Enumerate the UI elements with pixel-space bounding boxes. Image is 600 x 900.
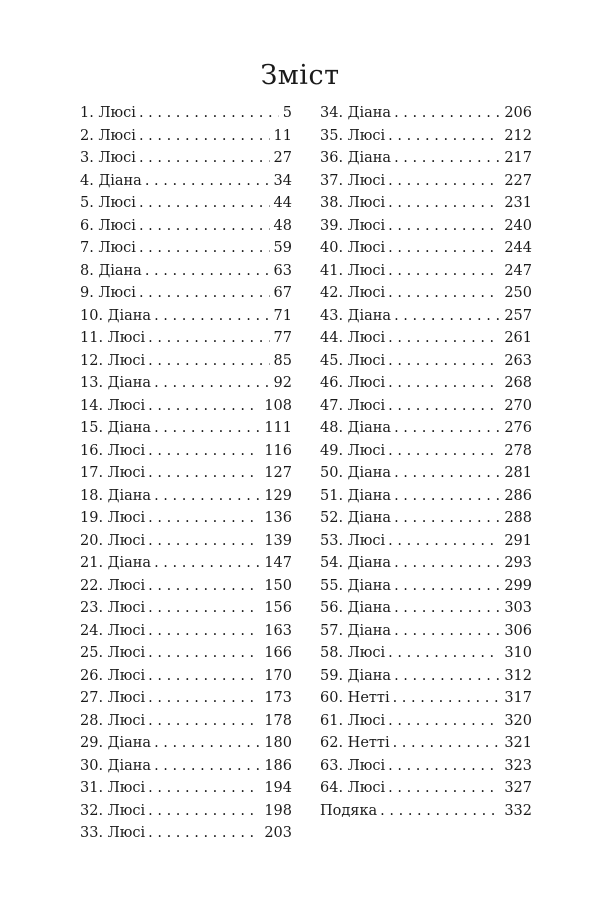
toc-entry xyxy=(320,642,532,665)
toc-entry-page-number: 227 xyxy=(504,172,532,189)
toc-entry-page-number: 186 xyxy=(264,757,292,774)
toc-entry xyxy=(80,305,292,328)
toc-entry xyxy=(80,597,292,620)
dot-leader xyxy=(148,395,260,418)
page-title: Зміст xyxy=(260,60,340,91)
toc-entry-label: 3. Люсі xyxy=(80,150,136,166)
dot-leader xyxy=(154,732,260,755)
toc-entry-page-number: 240 xyxy=(504,217,532,234)
toc-entry-page-number: 77 xyxy=(273,330,292,346)
toc-entry-label: 5. Люсі xyxy=(80,195,136,211)
toc-entry xyxy=(320,215,532,238)
toc-entry-label: 35. Люсі xyxy=(320,127,386,144)
toc-entry-label: 20. Люсі xyxy=(80,532,146,549)
dot-leader xyxy=(388,170,500,193)
toc-entry-label: 32. Люсі xyxy=(80,802,146,819)
dot-leader xyxy=(388,237,500,260)
toc-entry-page-number: 281 xyxy=(504,465,532,481)
toc-entry-label: 42. Люсі xyxy=(320,285,386,301)
toc-entry-page-number: 173 xyxy=(264,690,292,706)
toc-entry-label: 26. Люсі xyxy=(80,667,146,684)
toc-entry xyxy=(320,620,532,643)
toc-entry-label: 28. Люсі xyxy=(80,712,146,729)
toc-entry-label: 47. Люсі xyxy=(320,397,386,414)
toc-entry-page-number: 180 xyxy=(264,735,292,751)
toc-entry-page-number: 212 xyxy=(504,127,532,144)
toc-entry xyxy=(320,102,532,125)
toc-entry-page-number: 293 xyxy=(504,555,532,571)
toc-entry-label: 23. Люсі xyxy=(80,600,146,616)
toc-entry xyxy=(80,530,292,553)
toc-entry xyxy=(320,260,532,283)
dot-leader xyxy=(394,102,500,125)
dot-leader xyxy=(388,260,500,283)
toc-entry xyxy=(320,710,532,733)
toc-entry xyxy=(320,687,532,710)
toc-entry-page-number: 129 xyxy=(264,487,292,504)
toc-entry-page-number: 286 xyxy=(504,487,532,504)
toc-entry-label: 27. Люсі xyxy=(80,690,146,706)
toc-entry-label: 39. Люсі xyxy=(320,217,386,234)
dot-leader xyxy=(388,440,500,463)
toc-entry-page-number: 127 xyxy=(264,465,292,481)
toc-entry-page-number: 303 xyxy=(504,600,532,616)
toc-entry-label: 33. Люсі xyxy=(80,825,146,841)
dot-leader xyxy=(145,170,270,193)
toc-entry-page-number: 203 xyxy=(264,825,292,841)
toc-entry xyxy=(80,237,292,260)
dot-leader xyxy=(394,485,500,508)
dot-leader xyxy=(394,597,500,620)
toc-entry xyxy=(320,507,532,530)
toc-entry-label: 31. Люсі xyxy=(80,780,146,796)
dot-leader xyxy=(394,305,500,328)
toc-column-right xyxy=(320,102,532,822)
toc-entry-page-number: 194 xyxy=(264,780,292,796)
toc-entry-label: 9. Люсі xyxy=(80,285,136,301)
toc-entry-label: 49. Люсі xyxy=(320,442,386,459)
dot-leader xyxy=(388,192,500,215)
dot-leader xyxy=(154,305,269,328)
toc-entry-label: 22. Люсі xyxy=(80,577,146,594)
toc-entry-page-number: 11 xyxy=(273,127,292,144)
dot-leader xyxy=(139,215,270,238)
toc-entry xyxy=(80,395,292,418)
toc-entry-page-number: 257 xyxy=(504,307,532,324)
toc-entry-label: 30. Діана xyxy=(80,757,152,774)
toc-entry-label: 21. Діана xyxy=(80,555,152,571)
toc-entry xyxy=(320,372,532,395)
toc-entry xyxy=(80,552,292,575)
toc-entry-label: 18. Діана xyxy=(80,487,152,504)
toc-entry-label: 24. Люсі xyxy=(80,622,146,639)
toc-entry-page-number: 206 xyxy=(504,105,532,121)
toc-entry-page-number: 306 xyxy=(504,622,532,639)
toc-entry xyxy=(80,687,292,710)
dot-leader xyxy=(388,755,500,778)
toc-entry xyxy=(80,777,292,800)
toc-entry xyxy=(80,372,292,395)
toc-entry xyxy=(320,147,532,170)
toc-entry xyxy=(80,170,292,193)
toc-entry xyxy=(80,620,292,643)
toc-entry xyxy=(80,485,292,508)
dot-leader xyxy=(394,552,500,575)
toc-entry-page-number: 5 xyxy=(282,105,292,121)
dot-leader xyxy=(394,462,500,485)
toc-entry-label: 41. Люсі xyxy=(320,262,386,279)
toc-entry xyxy=(80,710,292,733)
toc-entry-label: 50. Діана xyxy=(320,465,392,481)
dot-leader xyxy=(388,710,500,733)
toc-column-left xyxy=(80,102,292,845)
toc-entry xyxy=(80,282,292,305)
toc-entry-page-number: 44 xyxy=(273,195,292,211)
toc-entry-label: 45. Люсі xyxy=(320,352,386,369)
toc-entry xyxy=(80,822,292,845)
toc-entry xyxy=(80,575,292,598)
toc-entry-label: 10. Діана xyxy=(80,307,152,324)
dot-leader xyxy=(394,507,500,530)
toc-entry xyxy=(320,192,532,215)
toc-entry xyxy=(80,732,292,755)
toc-entry xyxy=(320,395,532,418)
dot-leader xyxy=(139,237,270,260)
toc-entry-label: 11. Люсі xyxy=(80,330,146,346)
toc-entry-page-number: 59 xyxy=(273,240,292,256)
dot-leader xyxy=(394,147,500,170)
toc-entry xyxy=(320,755,532,778)
toc-entry-label: 57. Діана xyxy=(320,622,392,639)
toc-entry-label: 16. Люсі xyxy=(80,442,146,459)
toc-entry xyxy=(320,597,532,620)
toc-entry-label: 62. Нетті xyxy=(320,735,390,751)
dot-leader xyxy=(394,665,500,688)
toc-entry-label: 13. Діана xyxy=(80,375,152,391)
dot-leader xyxy=(380,800,500,823)
toc-entry-label: 25. Люсі xyxy=(80,645,146,661)
toc-entry-label: 14. Люсі xyxy=(80,397,146,414)
toc-entry xyxy=(80,102,292,125)
dot-leader xyxy=(388,530,500,553)
dot-leader xyxy=(388,327,500,350)
toc-entry xyxy=(320,732,532,755)
toc-entry-page-number: 170 xyxy=(264,667,292,684)
toc-entry-page-number: 321 xyxy=(504,735,532,751)
toc-entry-page-number: 263 xyxy=(504,352,532,369)
toc-entry-page-number: 150 xyxy=(264,577,292,594)
toc-entry-page-number: 261 xyxy=(504,330,532,346)
dot-leader xyxy=(148,642,260,665)
dot-leader xyxy=(154,485,260,508)
toc-entry-label: 55. Діана xyxy=(320,577,392,594)
toc-entry-label: 48. Діана xyxy=(320,420,392,436)
toc-entry xyxy=(320,665,532,688)
toc-entry xyxy=(80,507,292,530)
toc-entry-page-number: 67 xyxy=(273,285,292,301)
toc-entry-page-number: 231 xyxy=(504,195,532,211)
toc-entry-label: 34. Діана xyxy=(320,105,392,121)
dot-leader xyxy=(148,710,260,733)
toc-entry-page-number: 327 xyxy=(504,780,532,796)
toc-entry-label: 53. Люсі xyxy=(320,532,386,549)
dot-leader xyxy=(148,597,260,620)
toc-entry-label: 52. Діана xyxy=(320,510,392,526)
toc-entry-label: 29. Діана xyxy=(80,735,152,751)
toc-entry-page-number: 147 xyxy=(264,555,292,571)
toc-entry-label: 58. Люсі xyxy=(320,645,386,661)
toc-entry-page-number: 163 xyxy=(264,622,292,639)
toc-entry xyxy=(320,530,532,553)
toc-entry-page-number: 139 xyxy=(264,532,292,549)
toc-entry xyxy=(320,800,532,823)
toc-entry xyxy=(320,237,532,260)
dot-leader xyxy=(139,125,270,148)
toc-entry xyxy=(80,327,292,350)
dot-leader xyxy=(148,530,260,553)
toc-entry-page-number: 291 xyxy=(504,532,532,549)
toc-entry xyxy=(80,192,292,215)
toc-entry xyxy=(80,440,292,463)
toc-entry-label: 12. Люсі xyxy=(80,352,146,369)
toc-entry xyxy=(320,350,532,373)
dot-leader xyxy=(388,777,500,800)
toc-entry-page-number: 270 xyxy=(504,397,532,414)
toc-entry-page-number: 116 xyxy=(264,442,292,459)
toc-entry-label: 59. Діана xyxy=(320,667,392,684)
dot-leader xyxy=(388,642,500,665)
dot-leader xyxy=(139,102,279,125)
toc-entry-label: 36. Діана xyxy=(320,150,392,166)
toc-entry-label: 40. Люсі xyxy=(320,240,386,256)
toc-entry-page-number: 317 xyxy=(504,690,532,706)
toc-entry-label: 44. Люсі xyxy=(320,330,386,346)
toc-entry-label: 1. Люсі xyxy=(80,105,136,121)
toc-entry xyxy=(80,147,292,170)
dot-leader xyxy=(148,575,260,598)
dot-leader xyxy=(148,620,260,643)
toc-entry-page-number: 108 xyxy=(264,397,292,414)
dot-leader xyxy=(148,665,260,688)
toc-entry xyxy=(80,125,292,148)
toc-entry-label: 7. Люсі xyxy=(80,240,136,256)
toc-entry-label: 54. Діана xyxy=(320,555,392,571)
toc-entry xyxy=(80,260,292,283)
toc-entry-label: 56. Діана xyxy=(320,600,392,616)
dot-leader xyxy=(145,260,270,283)
toc-entry-label: Подяка xyxy=(320,802,378,819)
toc-entry-page-number: 63 xyxy=(273,262,292,279)
dot-leader xyxy=(394,417,500,440)
toc-entry xyxy=(80,462,292,485)
toc-entry-page-number: 166 xyxy=(264,645,292,661)
dot-leader xyxy=(394,620,500,643)
toc-entry xyxy=(320,417,532,440)
dot-leader xyxy=(154,417,260,440)
toc-entry xyxy=(320,125,532,148)
toc-entry-label: 63. Люсі xyxy=(320,757,386,774)
toc-entry xyxy=(320,327,532,350)
toc-entry-page-number: 85 xyxy=(273,352,292,369)
toc-entry xyxy=(320,552,532,575)
toc-entry-page-number: 276 xyxy=(504,420,532,436)
toc-entry xyxy=(80,417,292,440)
dot-leader xyxy=(148,462,260,485)
dot-leader xyxy=(139,147,270,170)
dot-leader xyxy=(388,372,500,395)
toc-entry xyxy=(80,642,292,665)
toc-entry xyxy=(80,800,292,823)
toc-entry-label: 4. Діана xyxy=(80,172,142,189)
dot-leader xyxy=(148,350,269,373)
toc-entry-label: 17. Люсі xyxy=(80,465,146,481)
toc-entry-label: 15. Діана xyxy=(80,420,152,436)
toc-entry-page-number: 178 xyxy=(264,712,292,729)
dot-leader xyxy=(388,350,500,373)
toc-entry-label: 37. Люсі xyxy=(320,172,386,189)
toc-entry-page-number: 320 xyxy=(504,712,532,729)
toc-entry-label: 46. Люсі xyxy=(320,375,386,391)
toc-entry-page-number: 92 xyxy=(273,375,292,391)
toc-entry-page-number: 268 xyxy=(504,375,532,391)
toc-entry-page-number: 111 xyxy=(264,420,292,436)
toc-entry xyxy=(320,440,532,463)
dot-leader xyxy=(148,327,269,350)
toc-entry-page-number: 156 xyxy=(264,600,292,616)
toc-entry-label: 2. Люсі xyxy=(80,127,136,144)
dot-leader xyxy=(148,822,260,845)
toc-entry-page-number: 217 xyxy=(504,150,532,166)
toc-entry-page-number: 299 xyxy=(504,577,532,594)
toc-entry xyxy=(80,350,292,373)
toc-entry-page-number: 27 xyxy=(273,150,292,166)
dot-leader xyxy=(388,282,500,305)
toc-entry-label: 6. Люсі xyxy=(80,217,136,234)
toc-entry-page-number: 310 xyxy=(504,645,532,661)
toc-entry-label: 61. Люсі xyxy=(320,712,386,729)
toc-entry-label: 64. Люсі xyxy=(320,780,386,796)
dot-leader xyxy=(394,575,500,598)
toc-entry-page-number: 250 xyxy=(504,285,532,301)
toc-entry-page-number: 288 xyxy=(504,510,532,526)
toc-entry-page-number: 71 xyxy=(273,307,292,324)
toc-entry-label: 51. Діана xyxy=(320,487,392,504)
toc-entry-page-number: 278 xyxy=(504,442,532,459)
dot-leader xyxy=(388,215,500,238)
toc-entry xyxy=(320,282,532,305)
dot-leader xyxy=(148,800,260,823)
toc-entry xyxy=(320,462,532,485)
toc-entry-label: 60. Нетті xyxy=(320,690,390,706)
toc-entry xyxy=(320,485,532,508)
dot-leader xyxy=(393,687,501,710)
dot-leader xyxy=(148,507,260,530)
dot-leader xyxy=(388,395,500,418)
dot-leader xyxy=(139,192,270,215)
dot-leader xyxy=(154,372,269,395)
toc-entry xyxy=(80,665,292,688)
toc-entry-page-number: 247 xyxy=(504,262,532,279)
toc-entry-label: 43. Діана xyxy=(320,307,392,324)
toc-entry xyxy=(320,575,532,598)
toc-entry xyxy=(320,305,532,328)
dot-leader xyxy=(148,440,260,463)
toc-entry-page-number: 198 xyxy=(264,802,292,819)
toc-entry-page-number: 332 xyxy=(504,802,532,819)
toc-entry-page-number: 312 xyxy=(504,667,532,684)
dot-leader xyxy=(154,552,260,575)
toc-entry-page-number: 244 xyxy=(504,240,532,256)
toc-entry-label: 38. Люсі xyxy=(320,195,386,211)
toc-entry-page-number: 323 xyxy=(504,757,532,774)
toc-entry-page-number: 48 xyxy=(273,217,292,234)
toc-entry-page-number: 136 xyxy=(264,510,292,526)
toc-entry-label: 19. Люсі xyxy=(80,510,146,526)
dot-leader xyxy=(148,687,260,710)
toc-entry xyxy=(80,755,292,778)
toc-entry xyxy=(320,777,532,800)
dot-leader xyxy=(388,125,500,148)
dot-leader xyxy=(148,777,260,800)
toc-entry-label: 8. Діана xyxy=(80,262,142,279)
dot-leader xyxy=(154,755,260,778)
dot-leader xyxy=(139,282,270,305)
toc-entry xyxy=(320,170,532,193)
toc-entry-page-number: 34 xyxy=(273,172,292,189)
toc-entry xyxy=(80,215,292,238)
dot-leader xyxy=(393,732,501,755)
